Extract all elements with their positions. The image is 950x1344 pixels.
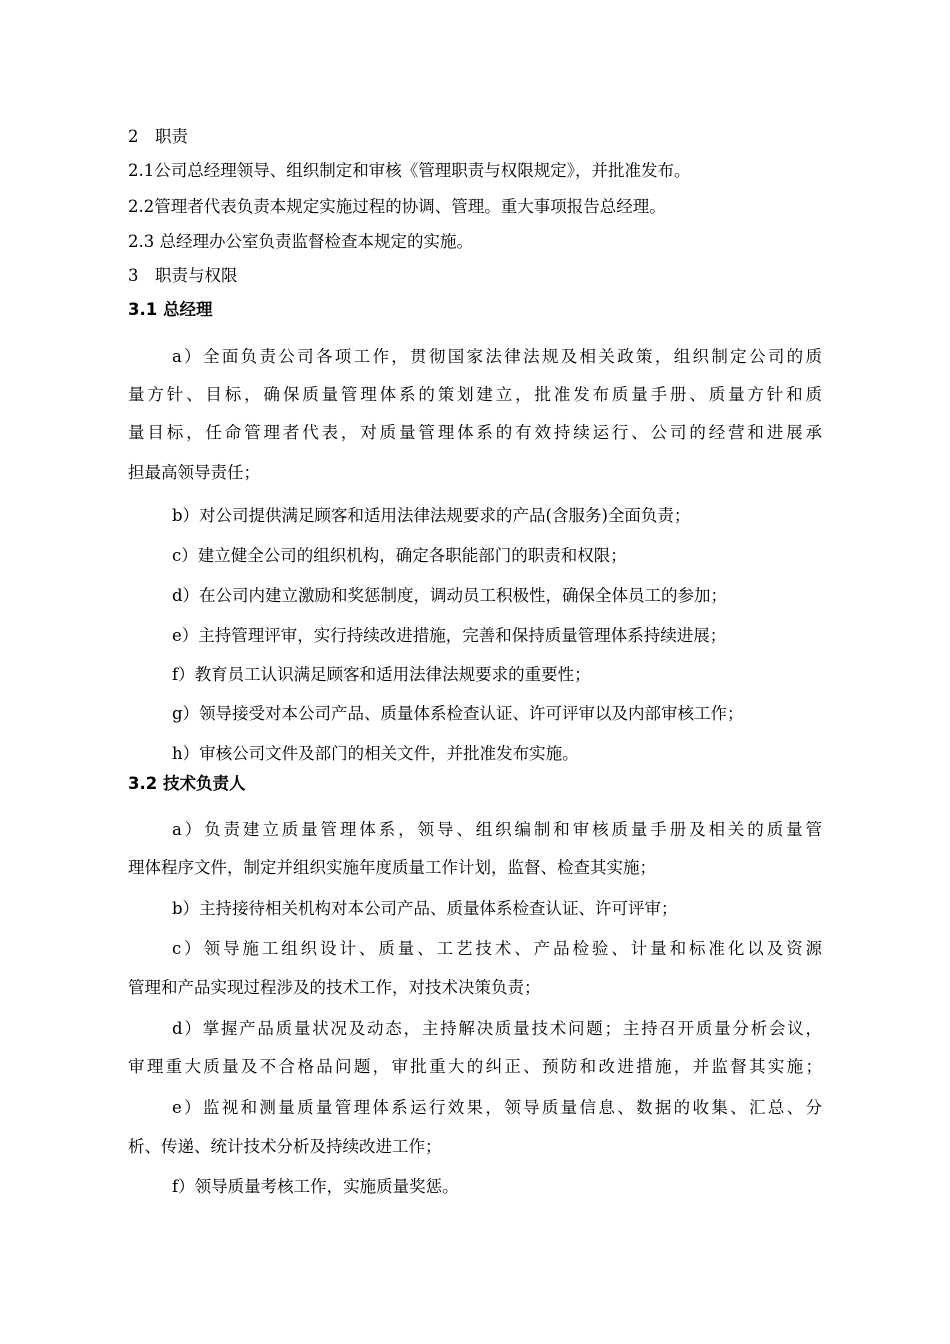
s32-item-c-line1: c）领导施工组织设计、质量、工艺技术、产品检验、计量和标准化以及资源 <box>172 939 822 958</box>
s31-item-b: b）对公司提供满足顾客和适用法律法规要求的产品(含服务)全面负责； <box>172 506 691 525</box>
section-2-heading: 2 职责 <box>128 127 188 146</box>
s31-item-g: g）领导接受对本公司产品、质量体系检查认证、许可评审以及内部审核工作； <box>172 704 744 723</box>
s31-item-a-line3: 量目标，任命管理者代表，对质量管理体系的有效持续运行、公司的经营和进展承 <box>128 423 822 442</box>
item-2-2: 2.2管理者代表负责本规定实施过程的协调、管理。重大事项报告总经理。 <box>128 197 666 216</box>
item-2-1: 2.1公司总经理领导、组织制定和审核《管理职责与权限规定》，并批准发布。 <box>128 161 691 180</box>
s31-item-f: f）教育员工认识满足顾客和适用法律法规要求的重要性； <box>172 665 591 684</box>
s32-item-d-line2: 审理重大质量及不合格品问题，审批重大的纠正、预防和改进措施，并监督其实施； <box>128 1057 822 1076</box>
s32-item-d-line1: d）掌握产品质量状况及动态，主持解决质量技术问题；主持召开质量分析会议， <box>172 1019 822 1038</box>
s32-item-a-line1: a）负责建立质量管理体系，领导、组织编制和审核质量手册及相关的质量管 <box>172 820 822 839</box>
s32-item-c-line2: 管理和产品实现过程涉及的技术工作，对技术决策负责； <box>128 978 541 997</box>
s31-item-a-line4: 担最高领导责任； <box>128 463 260 482</box>
s31-item-a-line1: a）全面负责公司各项工作，贯彻国家法律法规及相关政策，组织制定公司的质 <box>172 347 822 366</box>
subsection-3-2-title: 3.2 技术负责人 <box>128 774 246 793</box>
s31-item-h: h）审核公司文件及部门的相关文件，并批准发布实施。 <box>172 744 579 763</box>
subsection-3-1-title: 3.1 总经理 <box>128 300 213 319</box>
s32-item-e-line2: 析、传递、统计技术分析及持续改进工作； <box>128 1137 442 1156</box>
s31-item-e: e）主持管理评审，实行持续改进措施，完善和保持质量管理体系持续进展； <box>172 626 727 645</box>
item-2-3: 2.3 总经理办公室负责监督检查本规定的实施。 <box>128 232 473 251</box>
s31-item-a-line2: 量方针、目标，确保质量管理体系的策划建立，批准发布质量手册、质量方针和质 <box>128 385 822 404</box>
s31-item-d: d）在公司内建立激励和奖惩制度，调动员工积极性，确保全体员工的参加； <box>172 586 728 605</box>
s32-item-b: b）主持接待相关机构对本公司产品、质量体系检查认证、许可评审； <box>172 899 678 918</box>
s32-item-e-line1: e）监视和测量质量管理体系运行效果，领导质量信息、数据的收集、汇总、分 <box>172 1098 822 1117</box>
s32-item-f: f）领导质量考核工作，实施质量奖惩。 <box>172 1177 459 1196</box>
s31-item-c: c）建立健全公司的组织机构，确定各职能部门的职责和权限； <box>172 546 627 565</box>
s32-item-a-line2: 理体程序文件，制定并组织实施年度质量工作计划，监督、检查其实施； <box>128 858 656 877</box>
section-3-heading: 3 职责与权限 <box>128 266 238 285</box>
